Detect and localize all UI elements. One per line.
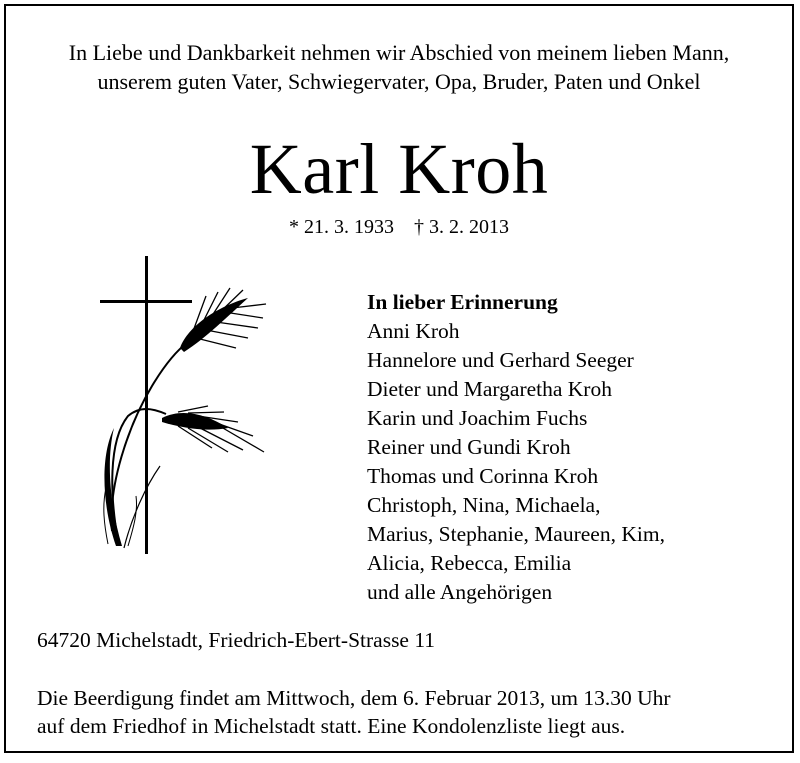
wheat-ear-lower <box>162 406 264 452</box>
mourner-line: Alicia, Rebecca, Emilia <box>367 551 572 575</box>
mourner-line: Karin und Joachim Fuchs <box>367 406 588 430</box>
mourner-line: und alle Angehörigen <box>367 580 553 604</box>
cross-horizontal-bar <box>100 300 192 303</box>
mourner-line: Hannelore und Gerhard Seeger <box>367 348 634 372</box>
life-dates: * 21. 3. 1933 † 3. 2. 2013 <box>289 216 509 238</box>
obituary-notice <box>4 4 794 753</box>
wheat-stalk-lower <box>112 409 166 541</box>
intro-line-2: unserem guten Vater, Schwiegervater, Opa, Bruder, Paten und Onkel <box>97 69 701 94</box>
mourner-line: Christoph, Nina, Michaela, <box>367 493 601 517</box>
intro-text <box>6 38 792 96</box>
funeral-line-1: Die Beerdigung findet am Mittwoch, dem 6. Februar 2013, um 13.30 Uhr <box>37 686 671 710</box>
deceased-name: Karl Kroh <box>249 129 549 209</box>
mourner-line: Reiner und Gundi Kroh <box>367 435 571 459</box>
mourner-line: Thomas und Corinna Kroh <box>367 464 599 488</box>
wheat-stalk-upper <box>111 342 188 531</box>
wheat-leaf-thin <box>124 466 160 548</box>
mourner-line: Dieter und Margaretha Kroh <box>367 377 612 401</box>
funeral-info <box>37 684 671 740</box>
family-address: 64720 Michelstadt, Friedrich-Ebert-Strasse 11 <box>37 628 436 652</box>
mourners-heading: In lieber Erinnerung <box>367 290 558 314</box>
mourners-list <box>367 288 665 607</box>
wheat-ear-upper <box>180 288 266 352</box>
intro-line-1: In Liebe und Dankbarkeit nehmen wir Abschied von meinem lieben Mann, <box>68 40 730 65</box>
cross-with-wheat-icon <box>88 256 268 556</box>
mourner-line: Anni Kroh <box>367 319 460 343</box>
funeral-line-2: auf dem Friedhof in Michelstadt statt. Eine Kondolenzliste liegt aus. <box>37 714 626 738</box>
mourner-line: Marius, Stephanie, Maureen, Kim, <box>367 522 665 546</box>
